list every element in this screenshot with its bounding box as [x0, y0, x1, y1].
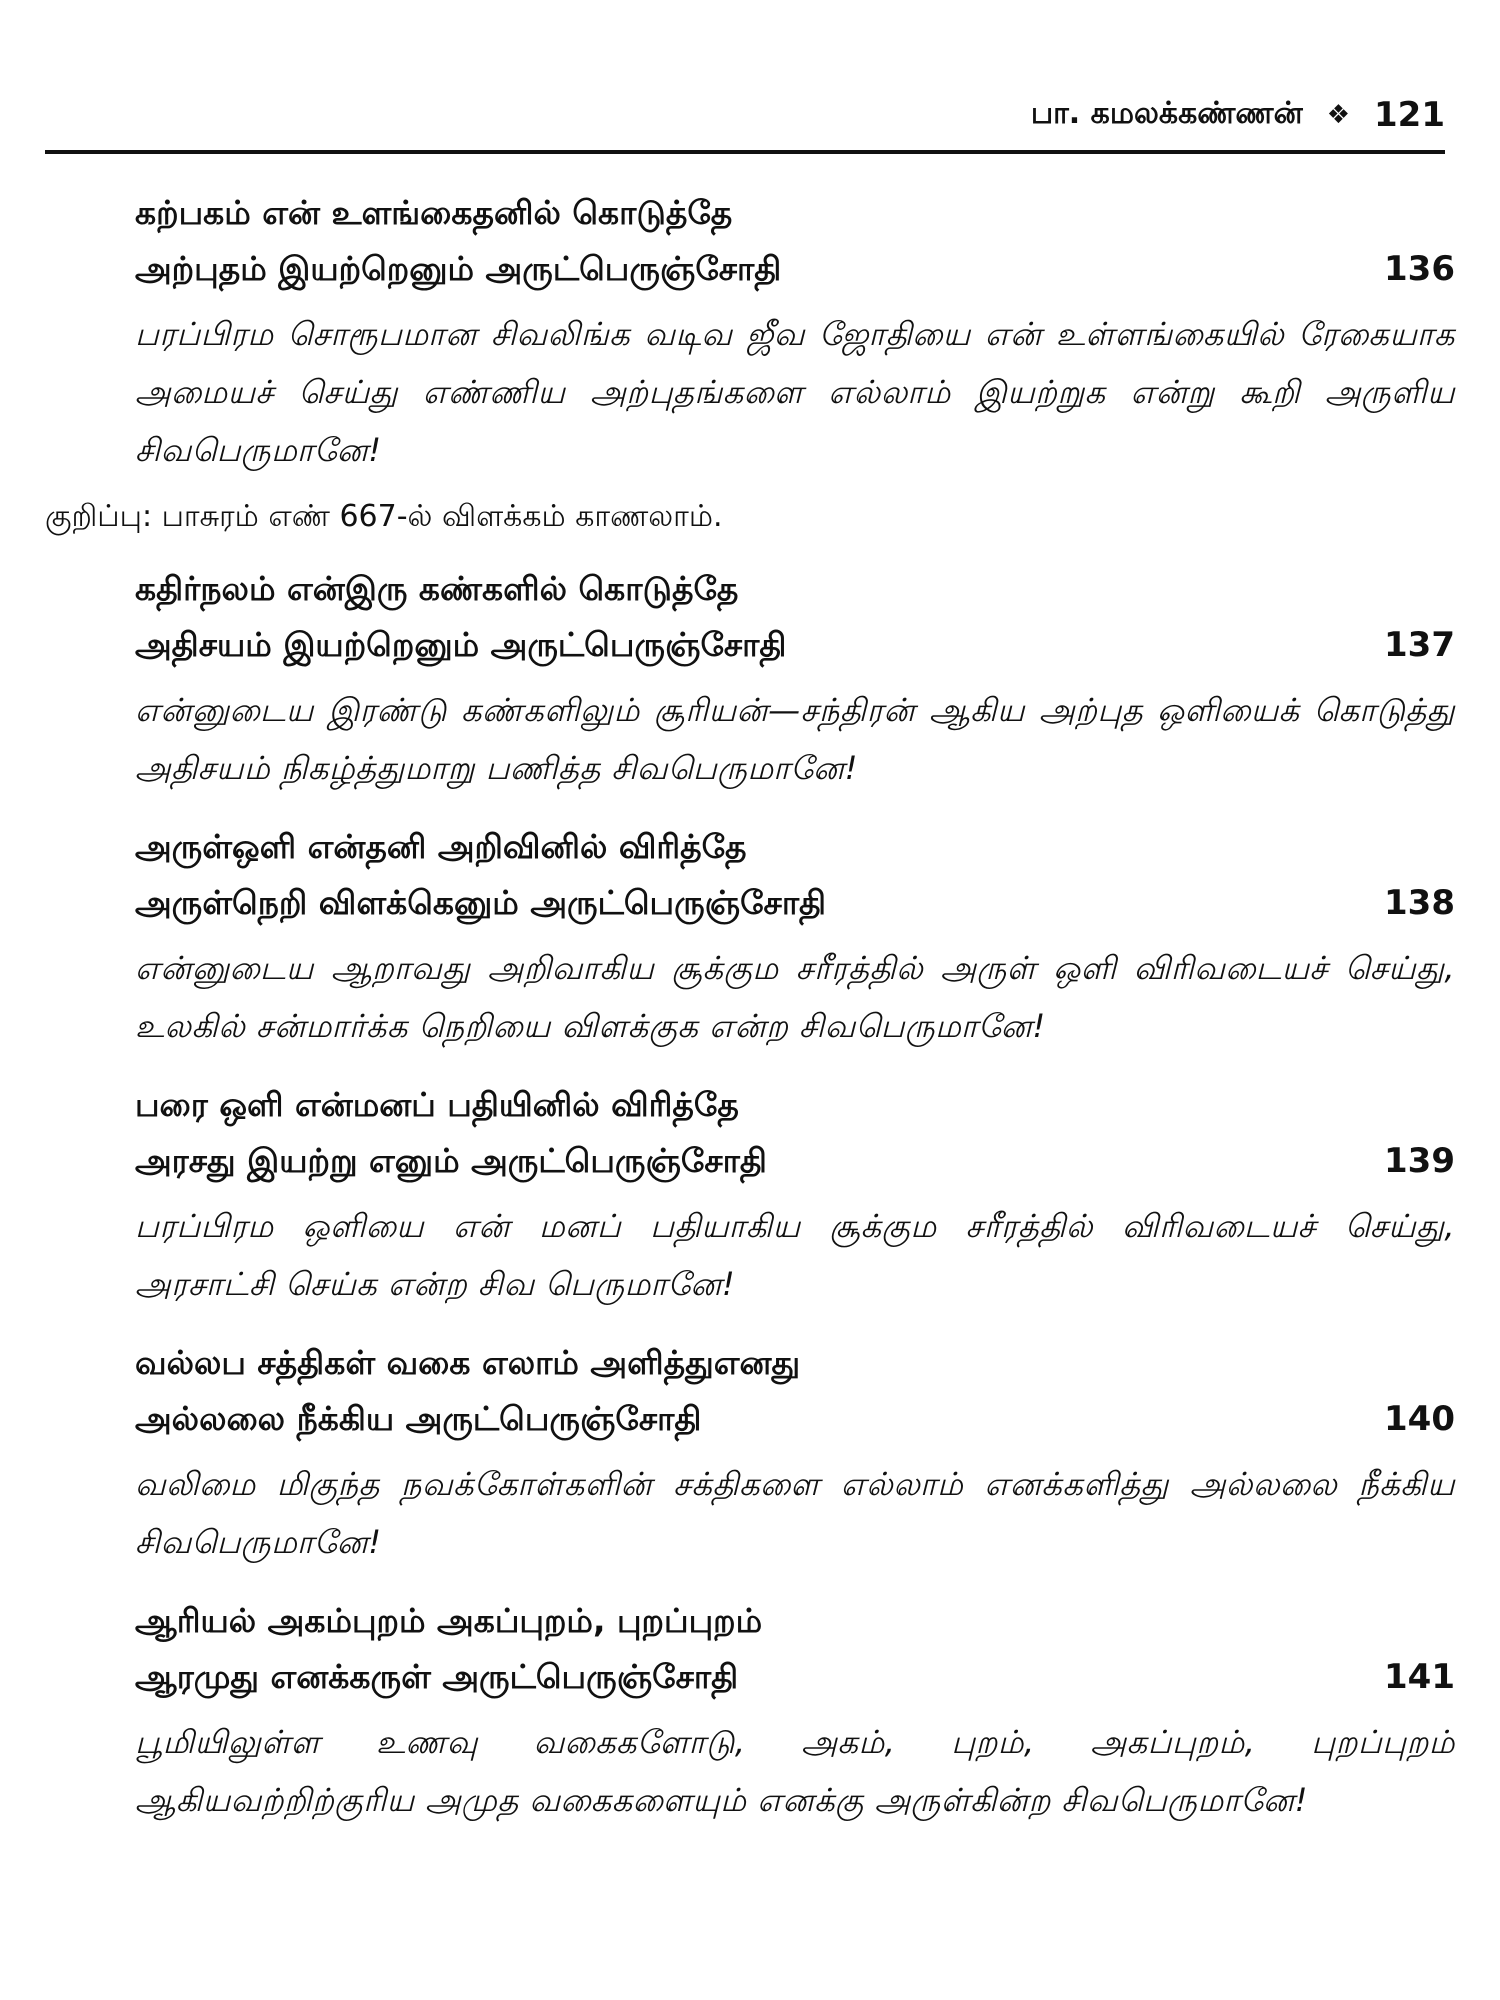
explanation-136: பரப்பிரம சொரூபமான சிவலிங்க வடிவ ஜீவ ஜோதியை என் உள்ளங்கையில் ரேகையாக அமையச் செய்து எண்ணிய அற்புதங்களை எல்லாம் இயற்றுக என்று கூறி அருளிய சிவபெருமானே!: [135, 315, 1455, 469]
page-body: [45, 185, 1456, 1851]
explanation-138: என்னுடைய ஆறாவது அறிவாகிய சூக்கும சரீரத்தில் அருள் ஒளி விரிவடையச் செய்து, உலகில் சன்மார்க்க நெறியை விளக்குக என்ற சிவபெருமானே!: [135, 949, 1455, 1045]
verse-number: 140: [1384, 1399, 1455, 1439]
author-name: பா. கமலக்கண்ணன்: [1030, 95, 1303, 131]
verse-line: அருள்நெறி விளக்கெனும் அருட்பெருஞ்சோதி 138: [135, 875, 1455, 931]
verse-line: அற்புதம் இயற்றெனும் அருட்பெருஞ்சோதி 136: [135, 241, 1455, 297]
verse-line: கதிர்நலம் என்இரு கண்களில் கொடுத்தே: [135, 569, 739, 608]
verse-number: 137: [1384, 625, 1455, 665]
verse-139: [135, 1077, 1455, 1189]
verse-line: அரசது இயற்று எனும் அருட்பெருஞ்சோதி 139: [135, 1133, 1455, 1189]
page-number: 121: [1374, 95, 1445, 135]
explanation-140: வலிமை மிகுந்த நவக்கோள்களின் சக்திகளை எல்லாம் எனக்களித்து அல்லலை நீக்கிய சிவபெருமானே!: [135, 1465, 1456, 1561]
explanation-137: என்னுடைய இரண்டு கண்களிலும் சூரியன்—சந்திரன் ஆகிய அற்புத ஒளியைக் கொடுத்து அதிசயம் நிகழ்த்துமாறு பணித்த சிவபெருமானே!: [135, 691, 1455, 787]
reference-note: குறிப்பு: பாசுரம் எண் 667-ல் விளக்கம் காணலாம்.: [45, 499, 723, 534]
verse-number: 139: [1384, 1141, 1455, 1181]
running-header: [45, 85, 1445, 145]
verse-line: அல்லலை நீக்கிய அருட்பெருஞ்சோதி 140: [135, 1391, 1455, 1447]
explanation-141: பூமியிலுள்ள உணவு வகைகளோடு, அகம், புறம், அகப்புறம், புறப்புறம் ஆகியவற்றிற்குரிய அமுத வகைகளையும் எனக்கு அருள்கின்ற சிவபெருமானே!: [135, 1723, 1455, 1819]
verse-line: அதிசயம் இயற்றெனும் அருட்பெருஞ்சோதி 137: [135, 617, 1455, 673]
verse-141: [135, 1593, 1455, 1705]
verse-number: 141: [1384, 1657, 1455, 1697]
verse-line: அருள்ஒளி என்தனி அறிவினில் விரித்தே: [135, 827, 747, 866]
header-rule: [45, 150, 1445, 154]
verse-line: கற்பகம் என் உளங்கைதனில் கொடுத்தே: [135, 193, 733, 232]
verse-137: [135, 561, 1455, 673]
verse-line: ஆரியல் அகம்புறம் அகப்புறம், புறப்புறம்: [135, 1601, 763, 1640]
explanation-139: பரப்பிரம ஒளியை என் மனப் பதியாகிய சூக்கும சரீரத்தில் விரிவடையச் செய்து, அரசாட்சி செய்க என்ற சிவ பெருமானே!: [135, 1207, 1455, 1303]
verse-136: [135, 185, 1455, 297]
verse-line: ஆரமுது எனக்கருள் அருட்பெருஞ்சோதி 141: [135, 1649, 1455, 1705]
verse-138: [135, 819, 1455, 931]
ornament-separator: ❖: [1326, 100, 1351, 130]
verse-140: [135, 1335, 1455, 1447]
verse-number: 138: [1384, 883, 1455, 923]
verse-line: பரை ஒளி என்மனப் பதியினில் விரித்தே: [135, 1085, 739, 1124]
verse-line: வல்லப சத்திகள் வகை எலாம் அளித்துஎனது: [135, 1343, 801, 1382]
verse-number: 136: [1384, 249, 1455, 289]
